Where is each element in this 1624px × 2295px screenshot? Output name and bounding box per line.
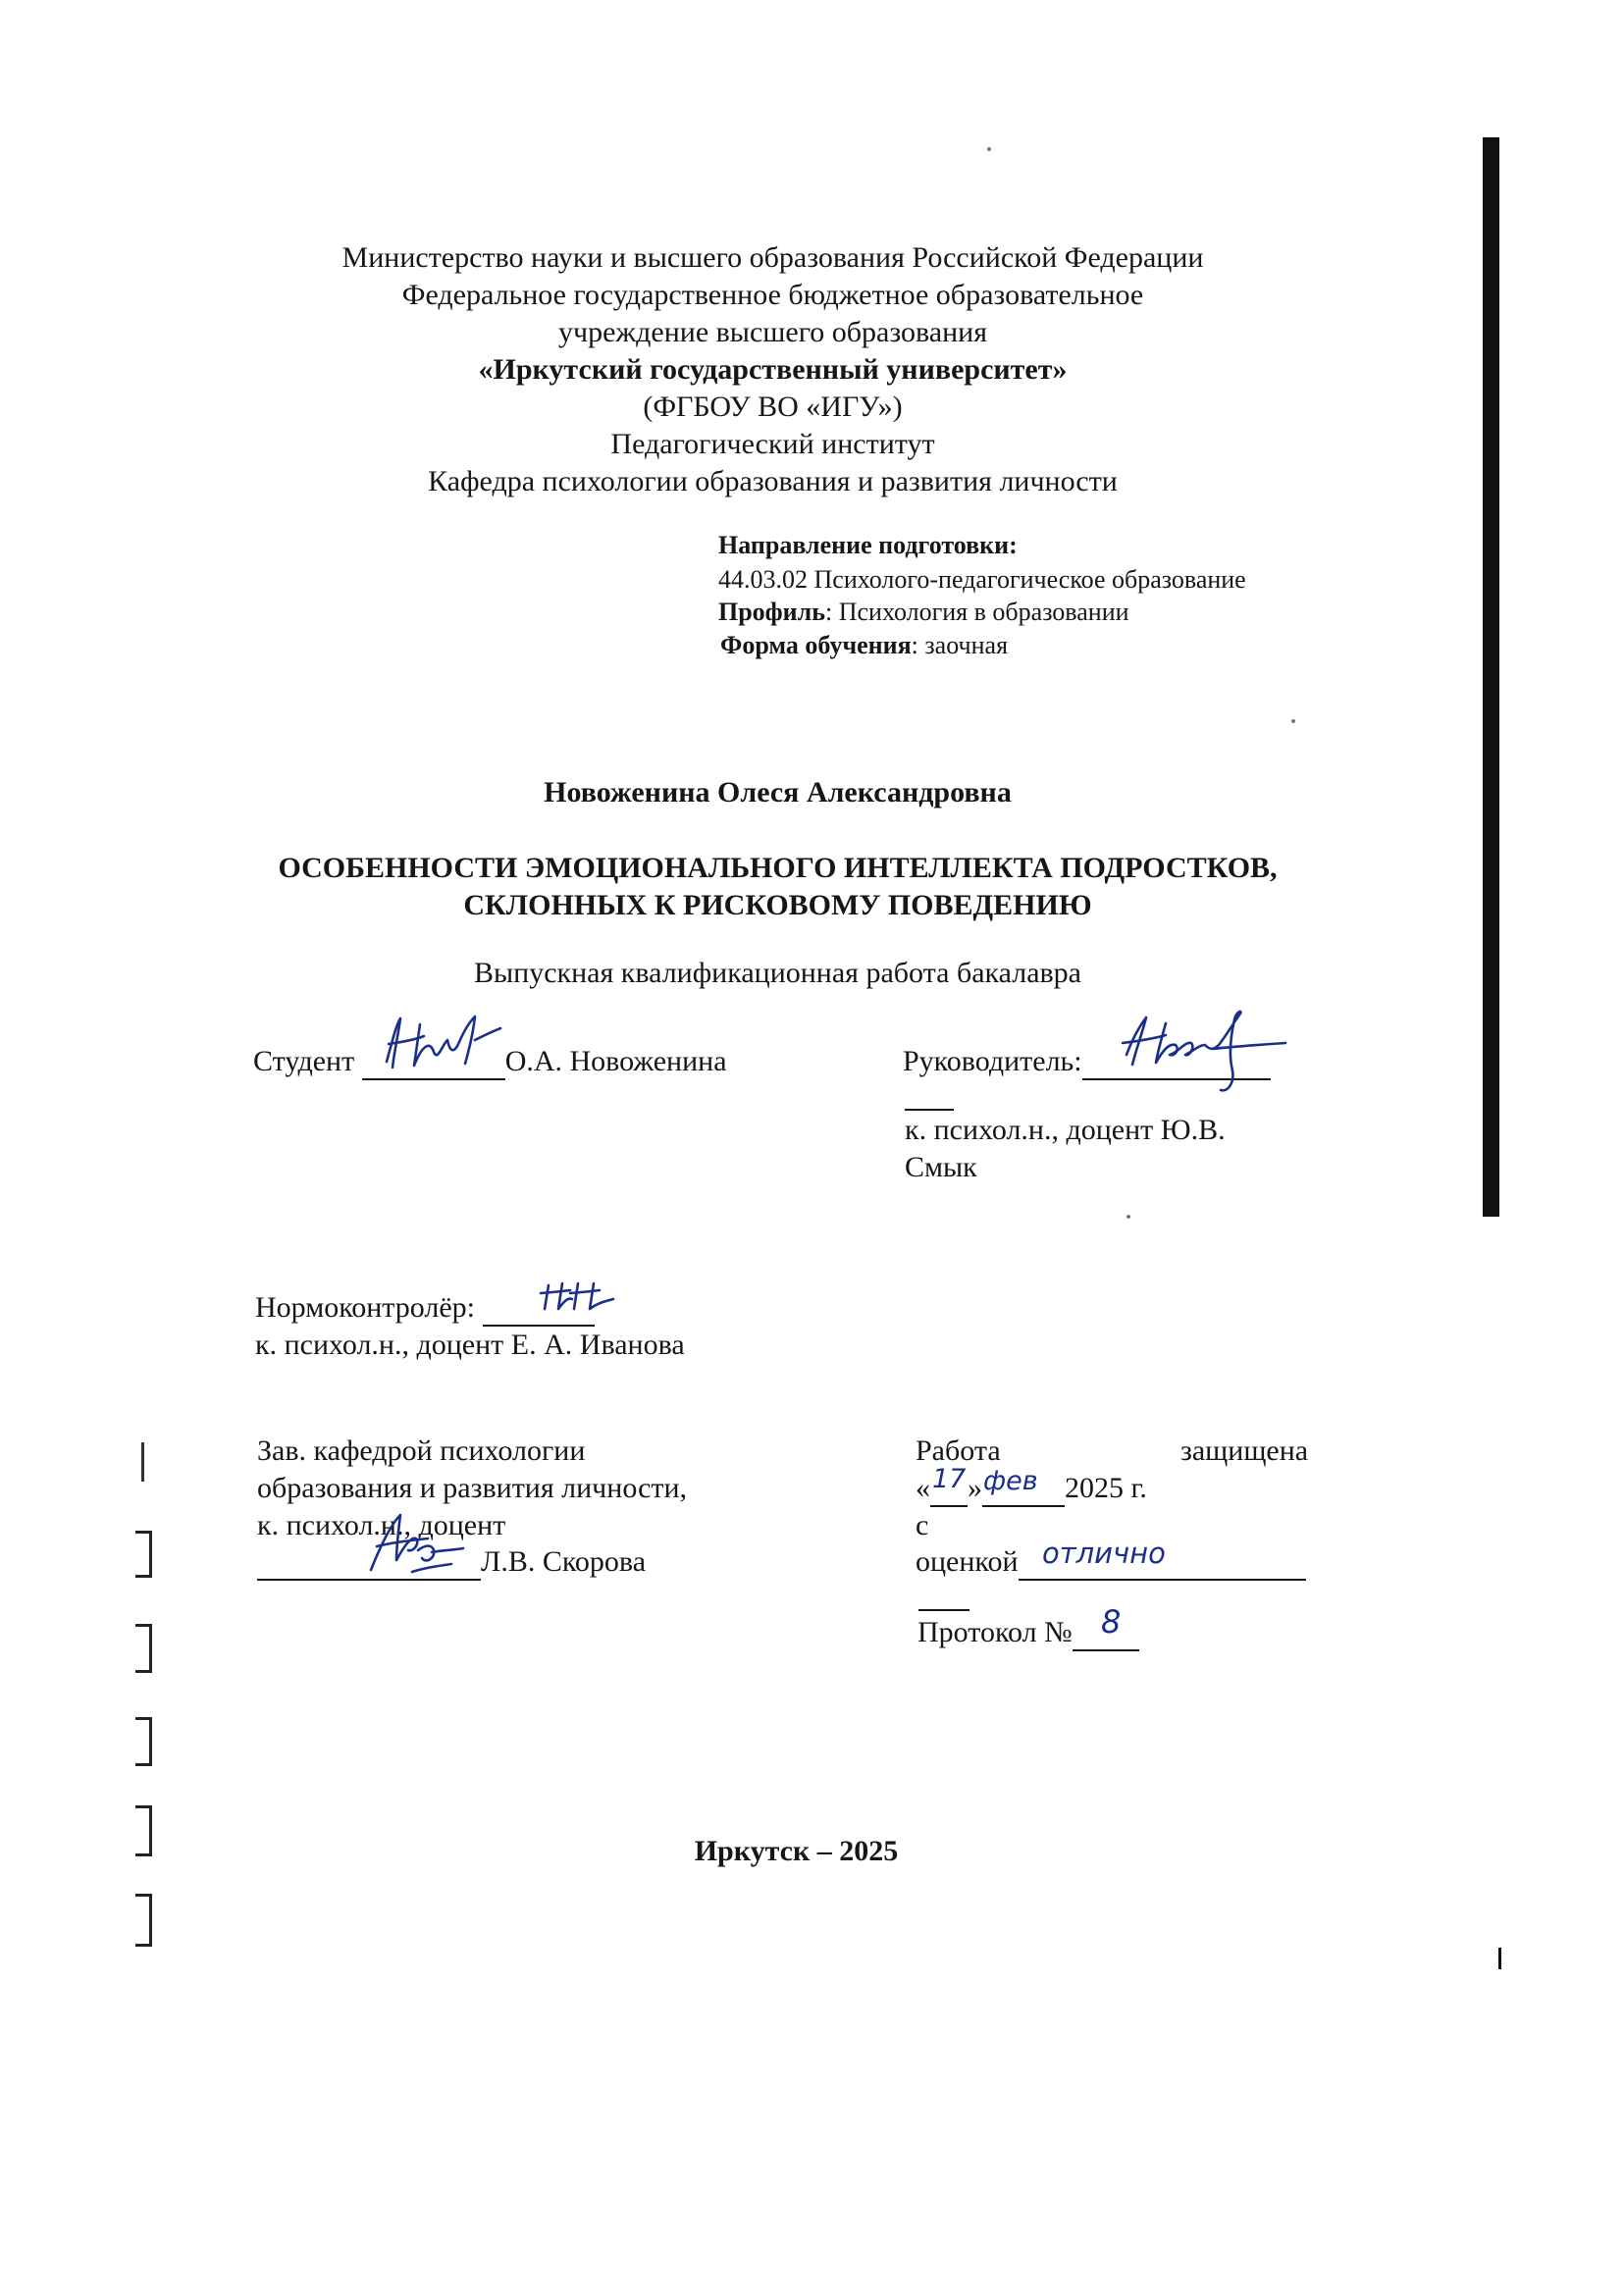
supervisor-line: Руководитель: bbox=[903, 1043, 1271, 1080]
university-name: «Иркутский государственный университет» bbox=[478, 353, 1068, 386]
study-form-line: Форма обучения: заочная bbox=[720, 631, 1009, 659]
institution-line-1: Федеральное государственное бюджетное образовательное bbox=[401, 279, 1144, 311]
direction-value: 44.03.02 Психолого-педагогическое образование bbox=[718, 565, 1246, 594]
institute-name: Педагогический институт bbox=[610, 428, 935, 460]
normcontroller-position: к. психол.н., доцент Е. А. Иванова bbox=[255, 1329, 685, 1361]
supervisor-position: к. психол.н., доцент Ю.В. bbox=[905, 1114, 1226, 1146]
direction-label: Направление подготовки: bbox=[718, 531, 1018, 559]
binding-mark bbox=[135, 1894, 152, 1947]
university-abbreviation: (ФГБОУ ВО «ИГУ») bbox=[643, 391, 903, 423]
head-line-2: образования и развития личности, bbox=[257, 1472, 688, 1504]
thesis-title-line-2: СКЛОННЫХ К РИСКОВОМУ ПОВЕДЕНИЮ bbox=[463, 889, 1092, 921]
scan-dust bbox=[1126, 1215, 1130, 1219]
supervisor-signature bbox=[1119, 1006, 1290, 1099]
defense-month-handwritten: фев bbox=[983, 1466, 1038, 1496]
binding-mark bbox=[141, 1442, 158, 1482]
defense-grade-line-tail bbox=[918, 1609, 969, 1611]
author-name: Новоженина Олеся Александровна bbox=[544, 776, 1012, 808]
normcontroller-line: Нормоконтролёр: bbox=[255, 1289, 595, 1327]
scan-dust bbox=[1291, 719, 1295, 723]
supervisor-line-tail bbox=[905, 1109, 954, 1111]
scan-edge-mark bbox=[1498, 1948, 1501, 1969]
protocol-line: Протокол № bbox=[917, 1614, 1139, 1651]
defense-word-2: защищена bbox=[1180, 1434, 1309, 1467]
ministry-line: Министерство науки и высшего образования Российской Федерации bbox=[341, 241, 1204, 274]
institution-line-2: учреждение высшего образования bbox=[558, 316, 987, 348]
supervisor-name: Смык bbox=[905, 1151, 977, 1183]
work-type: Выпускная квалификационная работа бакалавра bbox=[473, 957, 1081, 989]
city-year: Иркутск – 2025 bbox=[694, 1835, 899, 1867]
protocol-number-handwritten: 8 bbox=[1101, 1603, 1122, 1641]
defense-grade-handwritten: отлично bbox=[1042, 1537, 1166, 1570]
binding-mark bbox=[135, 1531, 152, 1578]
binding-mark bbox=[135, 1717, 152, 1766]
student-line: Студент О.А. Новоженина bbox=[253, 1043, 727, 1080]
defense-word-1: Работа bbox=[916, 1434, 1001, 1467]
defense-day-handwritten: 17 bbox=[932, 1464, 967, 1494]
student-signature bbox=[381, 1011, 508, 1079]
binding-mark bbox=[135, 1624, 152, 1673]
scan-dust bbox=[987, 147, 991, 151]
defense-with: с bbox=[916, 1509, 929, 1541]
normcontroller-signature bbox=[535, 1279, 623, 1319]
head-signature bbox=[353, 1501, 471, 1580]
defense-grade-line: оценкой bbox=[916, 1543, 1306, 1581]
head-line-1: Зав. кафедрой психологии bbox=[257, 1434, 586, 1467]
head-signature-line: Л.В. Скорова bbox=[257, 1543, 646, 1581]
head-line-3: к. психол.н., доцент bbox=[257, 1509, 506, 1541]
defense-date-line: « » 2025 г. bbox=[916, 1470, 1147, 1507]
profile-line: Профиль: Психология в образовании bbox=[718, 598, 1129, 626]
department-name: Кафедра психологии образования и развития личности bbox=[428, 465, 1118, 497]
thesis-title-line-1: ОСОБЕННОСТИ ЭМОЦИОНАЛЬНОГО ИНТЕЛЛЕКТА ПОДРОСТКОВ, bbox=[278, 852, 1278, 884]
